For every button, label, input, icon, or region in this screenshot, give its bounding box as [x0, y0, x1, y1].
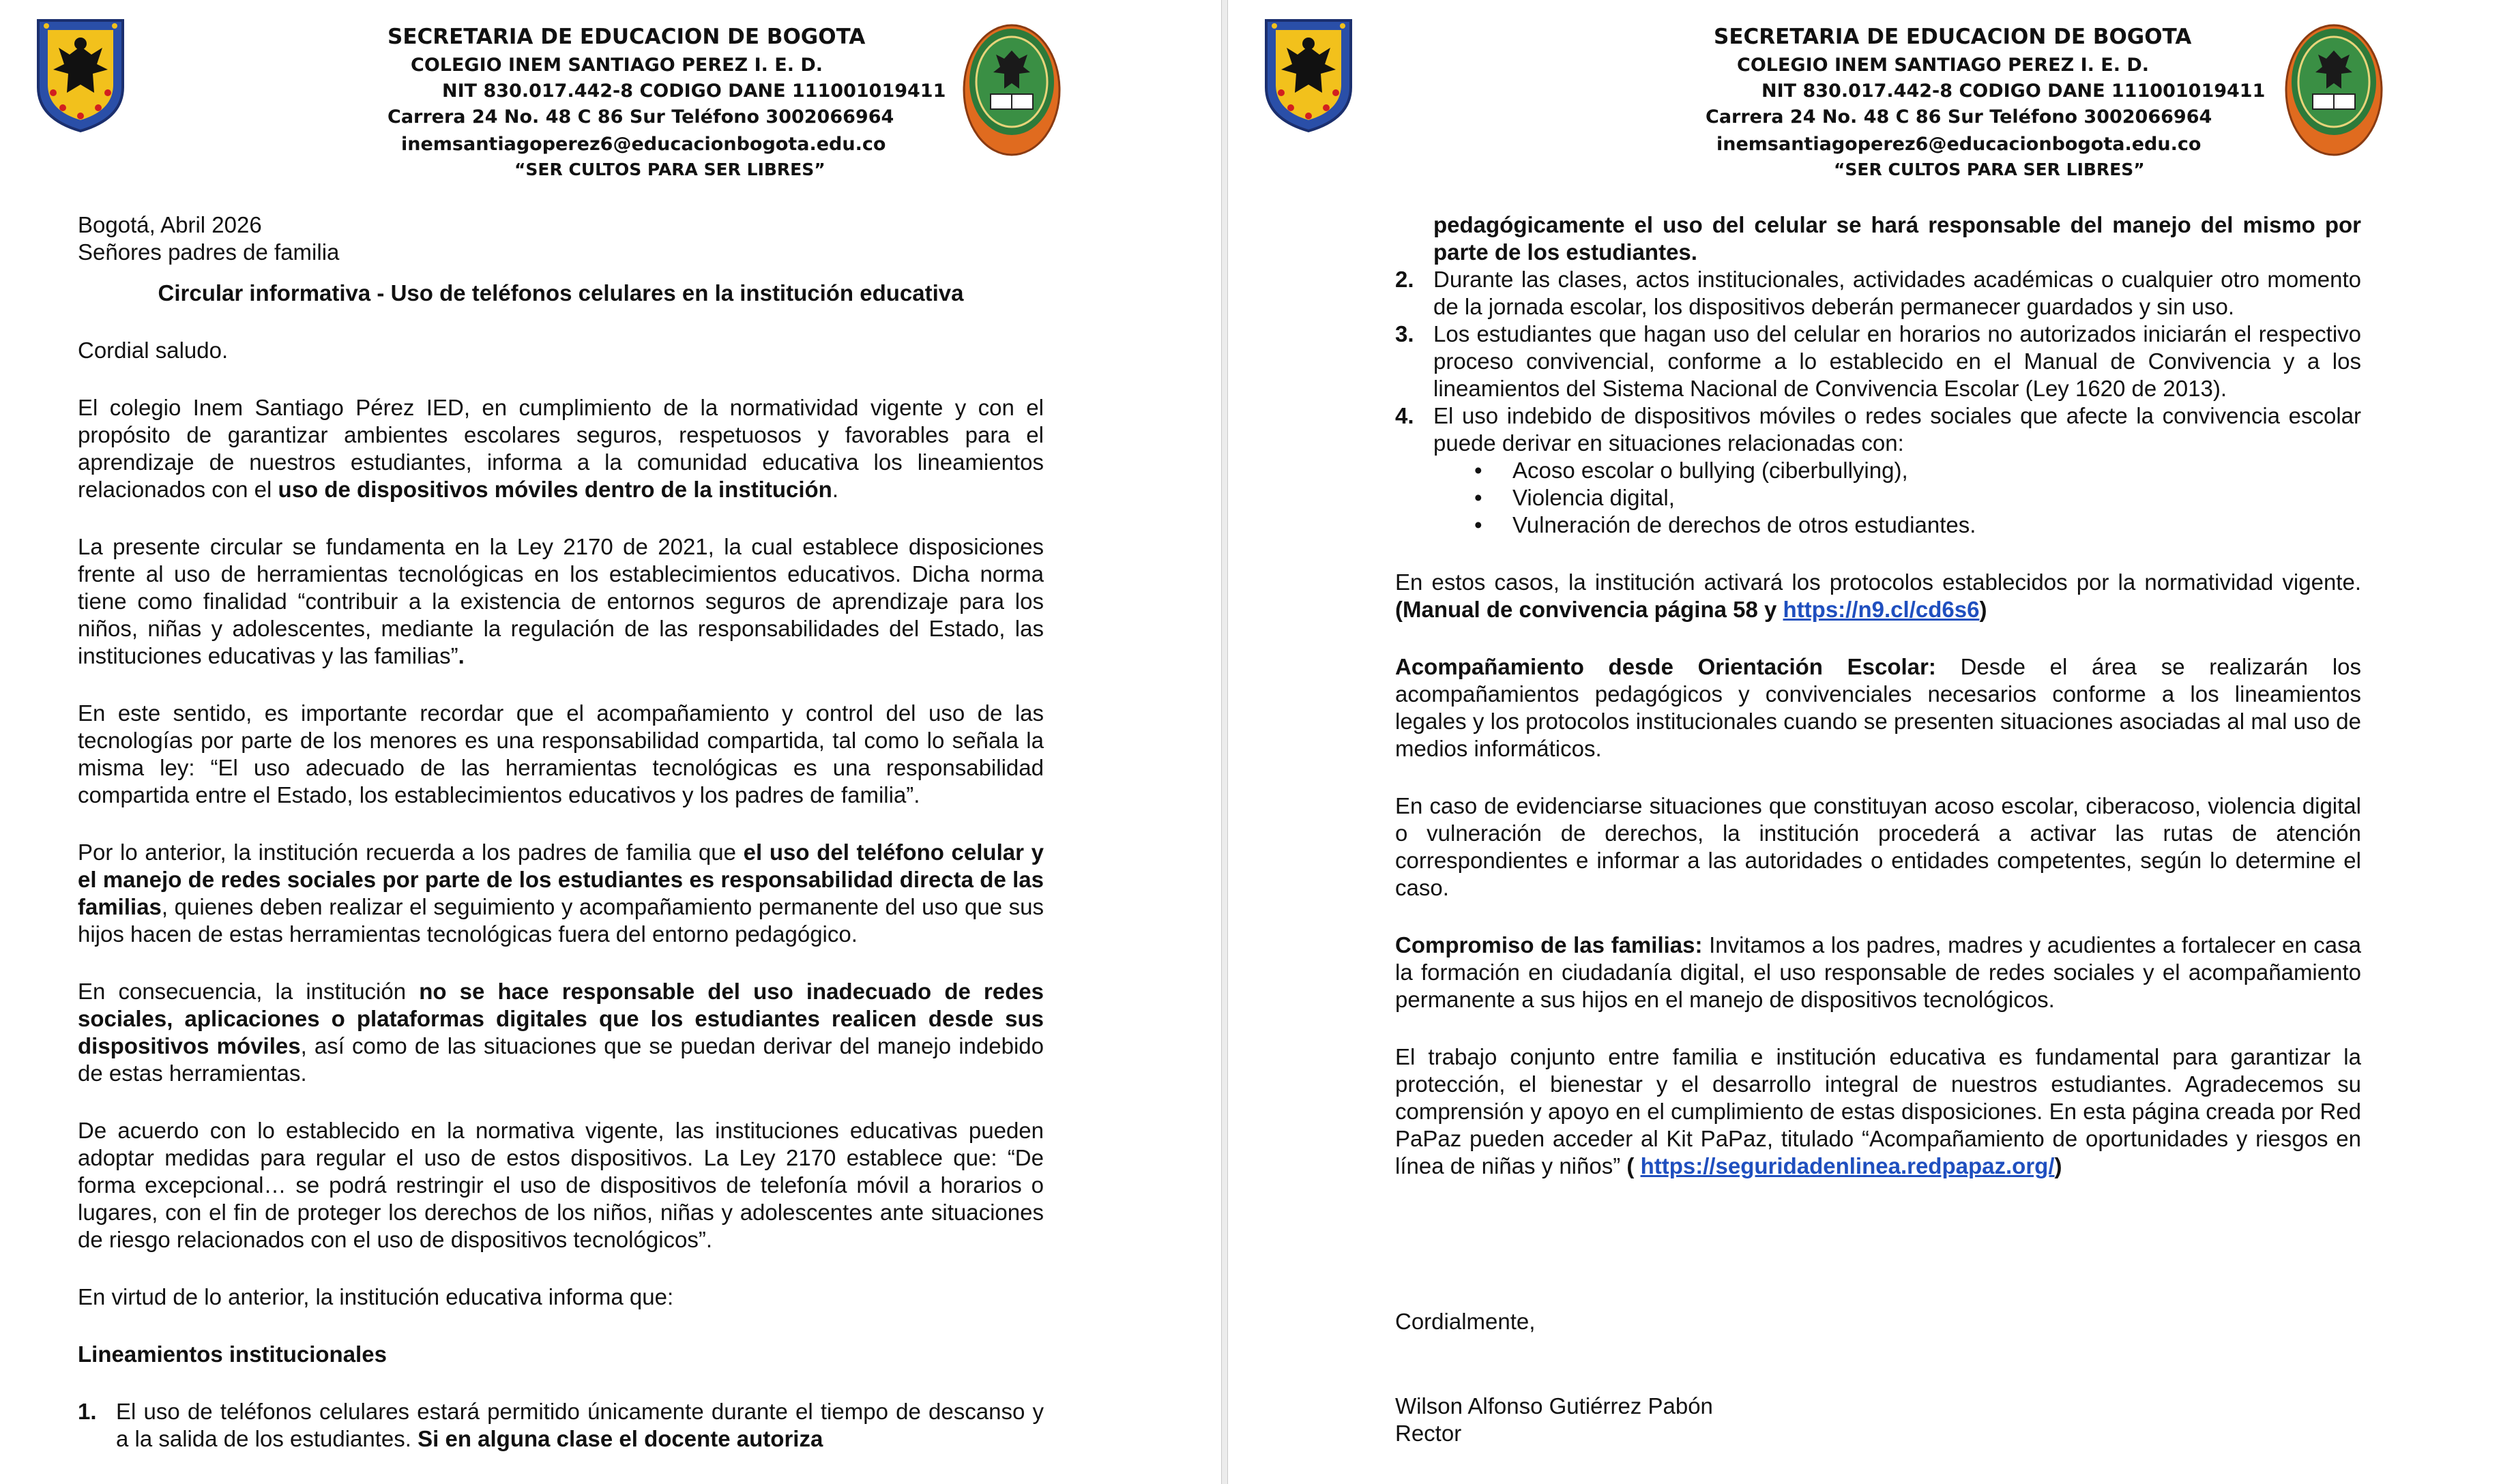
bullet-item: [1474, 457, 2361, 484]
header-colegio: COLEGIO INEM SANTIAGO PEREZ I. E. D.: [411, 55, 823, 76]
letter-date: Bogotá, Abril 2026: [78, 212, 262, 237]
not-responsible-text: En consecuencia, la institución: [78, 979, 407, 1004]
letter-body-page-1: [78, 211, 1044, 1453]
family-bold: el uso del teléfono celular y el manejo de redes sociales por parte de los estudiantes es responsabilidad directa de las familias: [78, 840, 1044, 919]
intro-bold: uso de dispositivos móviles dentro de la institución: [278, 477, 832, 502]
paragraph-law: [78, 533, 1044, 670]
item-text: Los estudiantes que hagan uso del celular en horarios no autorizados iniciarán el respectivo proceso convivencial, conforme a lo establecido en el Manual de Convivencia y a los lineamientos del Sistema Nacional de Convivencia Escolar (Ley 1620 de 2013).: [1433, 321, 2361, 401]
bullet-dot-icon: •: [1474, 458, 1482, 483]
paragraph-intro: [78, 394, 1044, 503]
guidelines-list-continued: [1395, 211, 2361, 457]
header-secretaria: SECRETARIA DE EDUCACION DE BOGOTA: [1714, 25, 2192, 49]
paragraph-regulation: De acuerdo con lo establecido en la normativa vigente, las instituciones educativas pueden adoptar medidas para regular el uso de estos dispositivos. La Ley 2170 establece que: “De forma excepcional… se podrá restringir el uso de dispositivos de telefonía móvil a horarios o lugares, con el fin de proteger los derechos de los niños, niñas y adolescentes ante situaciones de riesgo relacionados con el uso de dispositivos tecnológicos”.: [78, 1118, 1044, 1252]
family-text: Por lo anterior, la institución recuerda a los padres de familia que: [78, 840, 736, 865]
list-item: [78, 1398, 1044, 1453]
header-nit: NIT 830.017.442-8 CODIGO DANE 111001019411: [1761, 80, 2266, 102]
header-email: inemsantiagoperez6@educacionbogota.edu.co: [1716, 134, 2202, 155]
section-heading: Lineamientos institucionales: [78, 1341, 387, 1367]
risk-bullet-list: [1395, 457, 2361, 539]
intro-text: El colegio Inem Santiago Pérez IED, en cumplimiento de la normatividad vigente y con el propósito de garantizar ambientes escolares seguros, respetuosos y favorables para el aprendizaje de nuestros estudiantes, informa a la comunidad educativa los lineamientos relacionados con el: [78, 395, 1044, 502]
item-bold: Si en alguna clase el docente autoriza: [418, 1426, 823, 1451]
item-number: 3.: [1395, 321, 1414, 346]
page-1: [0, 0, 1221, 1484]
protocols-close: ): [1979, 597, 1987, 622]
circular-title: Circular informativa - Uso de teléfonos celulares en la institución educativa: [158, 280, 964, 306]
page-divider: [1221, 0, 1228, 1484]
bogota-coat-of-arms-icon: [1261, 16, 1356, 134]
bullet-dot-icon: •: [1474, 485, 1482, 510]
paragraph-shared-responsibility: En este sentido, es importante recordar que el acompañamiento y control del uso de las tecnologías por parte de los menores es una responsabilidad compartida, tal como lo señala la misma ley: “El uso adecuado de las herramientas tecnológicas es una responsabilidad compartida entre el Estado, los establecimientos educativos y los padres de familia”.: [78, 700, 1044, 807]
bullet-text: Vulneración de derechos de otros estudiantes.: [1512, 512, 1976, 537]
closing-text: El trabajo conjunto entre familia e institución educativa es fundamental para garantizar la protección, el bienestar y el desarrollo integral de nuestros estudiantes. Agradecemos su comprensión y apoyo en el cumplimiento de estas disposiciones. En esta página creada por Red PaPaz pueden acceder al Kit PaPaz, titulado “Acompañamiento de oportunidades y riesgos en línea de niñas y niños”: [1395, 1044, 2361, 1178]
family-end: , quienes deben realizar el seguimiento y acompañamiento permanente del uso que sus hijos hacen de estas herramientas tecnológicas fuera del entorno pedagógico.: [78, 894, 1044, 947]
item-continuation-bold: pedagógicamente el uso del celular se hará responsable del manejo del mismo por parte de los estudiantes.: [1433, 212, 2361, 265]
intro-end: .: [832, 477, 839, 502]
paragraph-family-responsibility: [78, 839, 1044, 948]
letter-recipient: Señores padres de familia: [78, 239, 340, 265]
paragraph-orientation: [1395, 653, 2361, 762]
item-text: El uso indebido de dispositivos móviles o redes sociales que afecte la convivencia escolar puede derivar en situaciones relacionadas con:: [1433, 403, 2361, 456]
manual-link[interactable]: https://n9.cl/cd6s6: [1783, 597, 1980, 622]
list-item: [1395, 211, 2361, 266]
header-email: inemsantiagoperez6@educacionbogota.edu.co: [401, 134, 886, 155]
page-2: [1228, 0, 2449, 1484]
bullet-dot-icon: •: [1474, 512, 1482, 537]
bullet-item: [1474, 511, 2361, 539]
item-text: Durante las clases, actos institucionales, actividades académicas o cualquier otro momento de la jornada escolar, los dispositivos deberán permanecer guardados y sin uso.: [1433, 267, 2361, 319]
item-text: El uso de teléfonos celulares estará permitido únicamente durante el tiempo de descanso y a la salida de los estudiantes.: [116, 1399, 1044, 1451]
orientation-text: Desde el área se realizarán los acompañamientos pedagógicos y convivenciales necesarios conforme a los lineamientos legales y los protocolos institucionales cuando se presenten situaciones asociadas al mal uso de medios informáticos.: [1395, 654, 2361, 761]
header-colegio: COLEGIO INEM SANTIAGO PEREZ I. E. D.: [1737, 55, 2150, 76]
protocols-text: En estos casos, la institución activará los protocolos establecidos por la normatividad vigente.: [1395, 569, 2361, 595]
paragraph-informs: En virtud de lo anterior, la institución educativa informa que:: [78, 1284, 674, 1309]
redpapaz-link[interactable]: https://seguridadenlinea.redpapaz.org/: [1640, 1153, 2055, 1178]
item-number: 4.: [1395, 403, 1414, 428]
header-address: Carrera 24 No. 48 C 86 Sur Teléfono 3002066964: [1706, 106, 2212, 128]
commitment-text: Invitamos a los padres, madres y acudientes a fortalecer en casa la formación en ciudadanía digital, el uso responsable de redes sociales y el acompañamiento permanente a sus hijos en el manejo de dispositivos tecnológicos.: [1395, 932, 2362, 1012]
header-motto: “SER CULTOS PARA SER LIBRES”: [1834, 160, 2145, 179]
letterhead: [0, 0, 1221, 205]
not-responsible-bold: no se hace responsable del uso inadecuado de redes sociales, aplicaciones o plataformas digitales que los estudiantes realicen desde sus dispositivos móviles: [78, 979, 1044, 1058]
item-number: 1.: [78, 1399, 97, 1424]
greeting: Cordial saludo.: [78, 338, 229, 363]
bogota-coat-of-arms-icon: [33, 16, 128, 134]
header-motto: “SER CULTOS PARA SER LIBRES”: [514, 160, 825, 179]
item-number: 2.: [1395, 267, 1414, 292]
list-item: [1395, 321, 2361, 402]
signer-name: Wilson Alfonso Gutiérrez Pabón: [1395, 1393, 1713, 1419]
paragraph-closing: [1395, 1043, 2361, 1180]
paragraph-family-commitment: [1395, 932, 2361, 1013]
paragraph-protocols: [1395, 569, 2361, 623]
bullet-text: Violencia digital,: [1512, 485, 1675, 510]
sign-off: Cordialmente,: [1395, 1309, 1536, 1334]
guidelines-list: [78, 1398, 1044, 1453]
orientation-bold: Acompañamiento desde Orientación Escolar:: [1395, 654, 1936, 679]
paragraph-routes: En caso de evidenciarse situaciones que constituyan acoso escolar, ciberacoso, violencia digital o vulneración de derechos, la institución procederá a activar las rutas de atención correspondientes e informar a las autoridades o entidades competentes, según lo determine el caso.: [1395, 793, 2361, 900]
closing-open: (: [1626, 1153, 1635, 1178]
letterhead: [1228, 0, 2449, 205]
paragraph-not-responsible: [78, 978, 1044, 1087]
header-nit: NIT 830.017.442-8 CODIGO DANE 111001019411: [442, 80, 946, 102]
list-item: [1395, 402, 2361, 457]
bullet-text: Acoso escolar o bullying (ciberbullying),: [1512, 458, 1908, 483]
commitment-bold: Compromiso de las familias:: [1395, 932, 1703, 958]
list-item: [1395, 266, 2361, 321]
not-responsible-end: , así como de las situaciones que se puedan derivar del manejo indebido de estas herramientas.: [78, 1033, 1044, 1086]
law-text: La presente circular se fundamenta en la Ley 2170 de 2021, la cual establece disposiciones frente al uso de herramientas tecnológicas en los establecimientos educativos. Dicha norma tiene como finalidad “contribuir a la existencia de entornos seguros de aprendizaje para los niños, niñas y adolescentes, mediante la regulación de las responsabilidades del Estado, las instituciones educativas y las familias”: [78, 534, 1044, 668]
school-seal-icon: [2284, 23, 2384, 157]
bullet-item: [1474, 484, 2361, 511]
header-secretaria: SECRETARIA DE EDUCACION DE BOGOTA: [387, 25, 866, 49]
closing-close: ): [2054, 1153, 2062, 1178]
letter-body-page-2: [1395, 211, 2361, 1447]
law-end: .: [458, 643, 465, 668]
protocols-bold: (Manual de convivencia página 58 y: [1395, 597, 1777, 622]
school-seal-icon: [962, 23, 1062, 157]
header-address: Carrera 24 No. 48 C 86 Sur Teléfono 3002066964: [387, 106, 894, 128]
signer-role: Rector: [1395, 1421, 1462, 1446]
